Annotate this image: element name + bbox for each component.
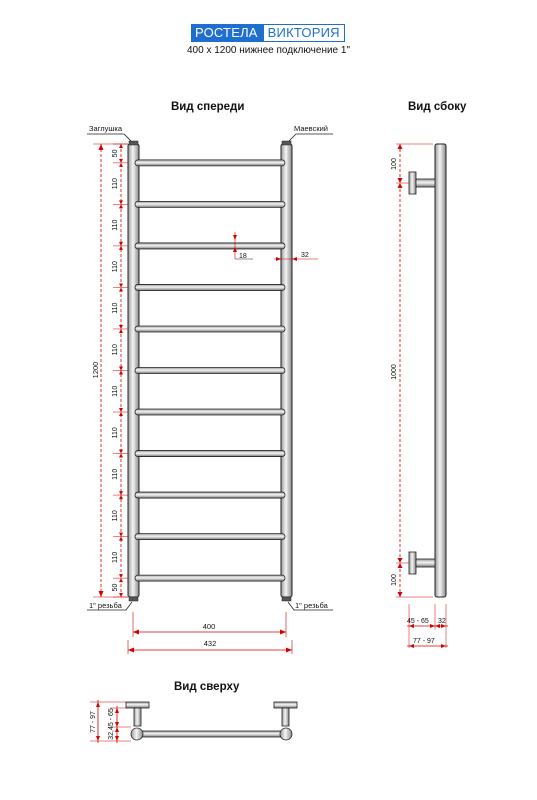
dim-step-label: 110	[112, 510, 119, 522]
dim-step-label: 110	[112, 261, 119, 273]
dim-step-label: 110	[112, 427, 119, 439]
top-rung-bar	[137, 731, 287, 737]
dim-arrow	[119, 412, 123, 454]
dim-center-width-label: 400	[202, 622, 216, 631]
plug-cap	[129, 141, 138, 145]
dim-top-depth-total: 77 - 97	[90, 711, 97, 733]
rung	[135, 326, 285, 332]
rung	[135, 451, 285, 457]
top-wall-plate-left	[126, 702, 149, 708]
thread-right	[282, 597, 291, 601]
rung	[135, 492, 285, 498]
brand-name: РОСТЕЛА	[191, 24, 263, 42]
dim-step-label: 110	[112, 385, 119, 397]
thread-right-label: 1" резьба	[295, 601, 328, 610]
dim-step-chain	[112, 144, 128, 597]
rung	[135, 243, 285, 249]
dim-side-top: 100	[391, 158, 398, 170]
dim-side-depth-inner: 45 - 65	[407, 618, 429, 625]
top-view-title: Вид сверху	[174, 681, 240, 693]
plug-label: Заглушка	[89, 124, 123, 133]
rung	[135, 409, 285, 415]
dim-side-pipe: 32	[438, 618, 446, 625]
dim-side-depth-total: 77 - 97	[413, 638, 435, 645]
dim-step-label: 110	[112, 302, 119, 314]
dim-top-depth-inner: 32,45 - 65	[108, 708, 115, 740]
top-pipe-right	[280, 728, 292, 740]
dim-step-label: 110	[112, 344, 119, 356]
dim-overall-width	[128, 639, 292, 654]
top-pipe-left	[131, 728, 143, 740]
dim-step-label: 110	[112, 178, 119, 190]
top-view	[90, 700, 297, 743]
thread-left-label: 1" резьба	[89, 601, 122, 610]
dim-step-label: 50	[112, 149, 119, 158]
rung	[135, 368, 285, 374]
dim-step-label: 110	[112, 468, 119, 480]
dim-rung-diameter-label: 18	[239, 253, 247, 260]
front-view-title: Вид спереди	[171, 101, 245, 113]
side-pipe	[435, 144, 446, 597]
mayevsky-cap	[282, 141, 291, 145]
dim-center-width	[133, 612, 286, 637]
side-view	[391, 144, 448, 648]
rung	[135, 201, 285, 207]
side-view-title: Вид сбоку	[408, 101, 467, 113]
dim-overall-width-label: 432	[203, 639, 217, 648]
front-view	[87, 124, 333, 654]
thread-left	[129, 597, 138, 601]
dim-pipe-diameter-label: 32	[301, 252, 309, 259]
dim-arrow	[119, 287, 123, 329]
dim-step-label: 110	[112, 551, 119, 563]
model-name: ВИКТОРИЯ	[263, 24, 345, 42]
top-bracket	[409, 172, 435, 194]
dim-side-bottom: 100	[391, 574, 398, 586]
mayevsky-label: Маевский	[294, 124, 328, 133]
rung	[135, 534, 285, 540]
top-wall-plate-right	[274, 702, 297, 708]
bottom-bracket	[409, 552, 435, 574]
dim-arrow	[119, 578, 123, 597]
rung	[135, 160, 285, 166]
dim-side-middle: 1000	[391, 364, 398, 380]
dim-step-label: 110	[112, 219, 119, 231]
dim-step-label: 50	[112, 583, 119, 592]
product-subtitle: 400 x 1200 нижнее подключение 1"	[186, 45, 350, 56]
rung	[135, 575, 285, 581]
dim-total-height-label: 1200	[91, 361, 100, 379]
rung	[135, 284, 285, 290]
dim-arrow	[119, 144, 123, 163]
